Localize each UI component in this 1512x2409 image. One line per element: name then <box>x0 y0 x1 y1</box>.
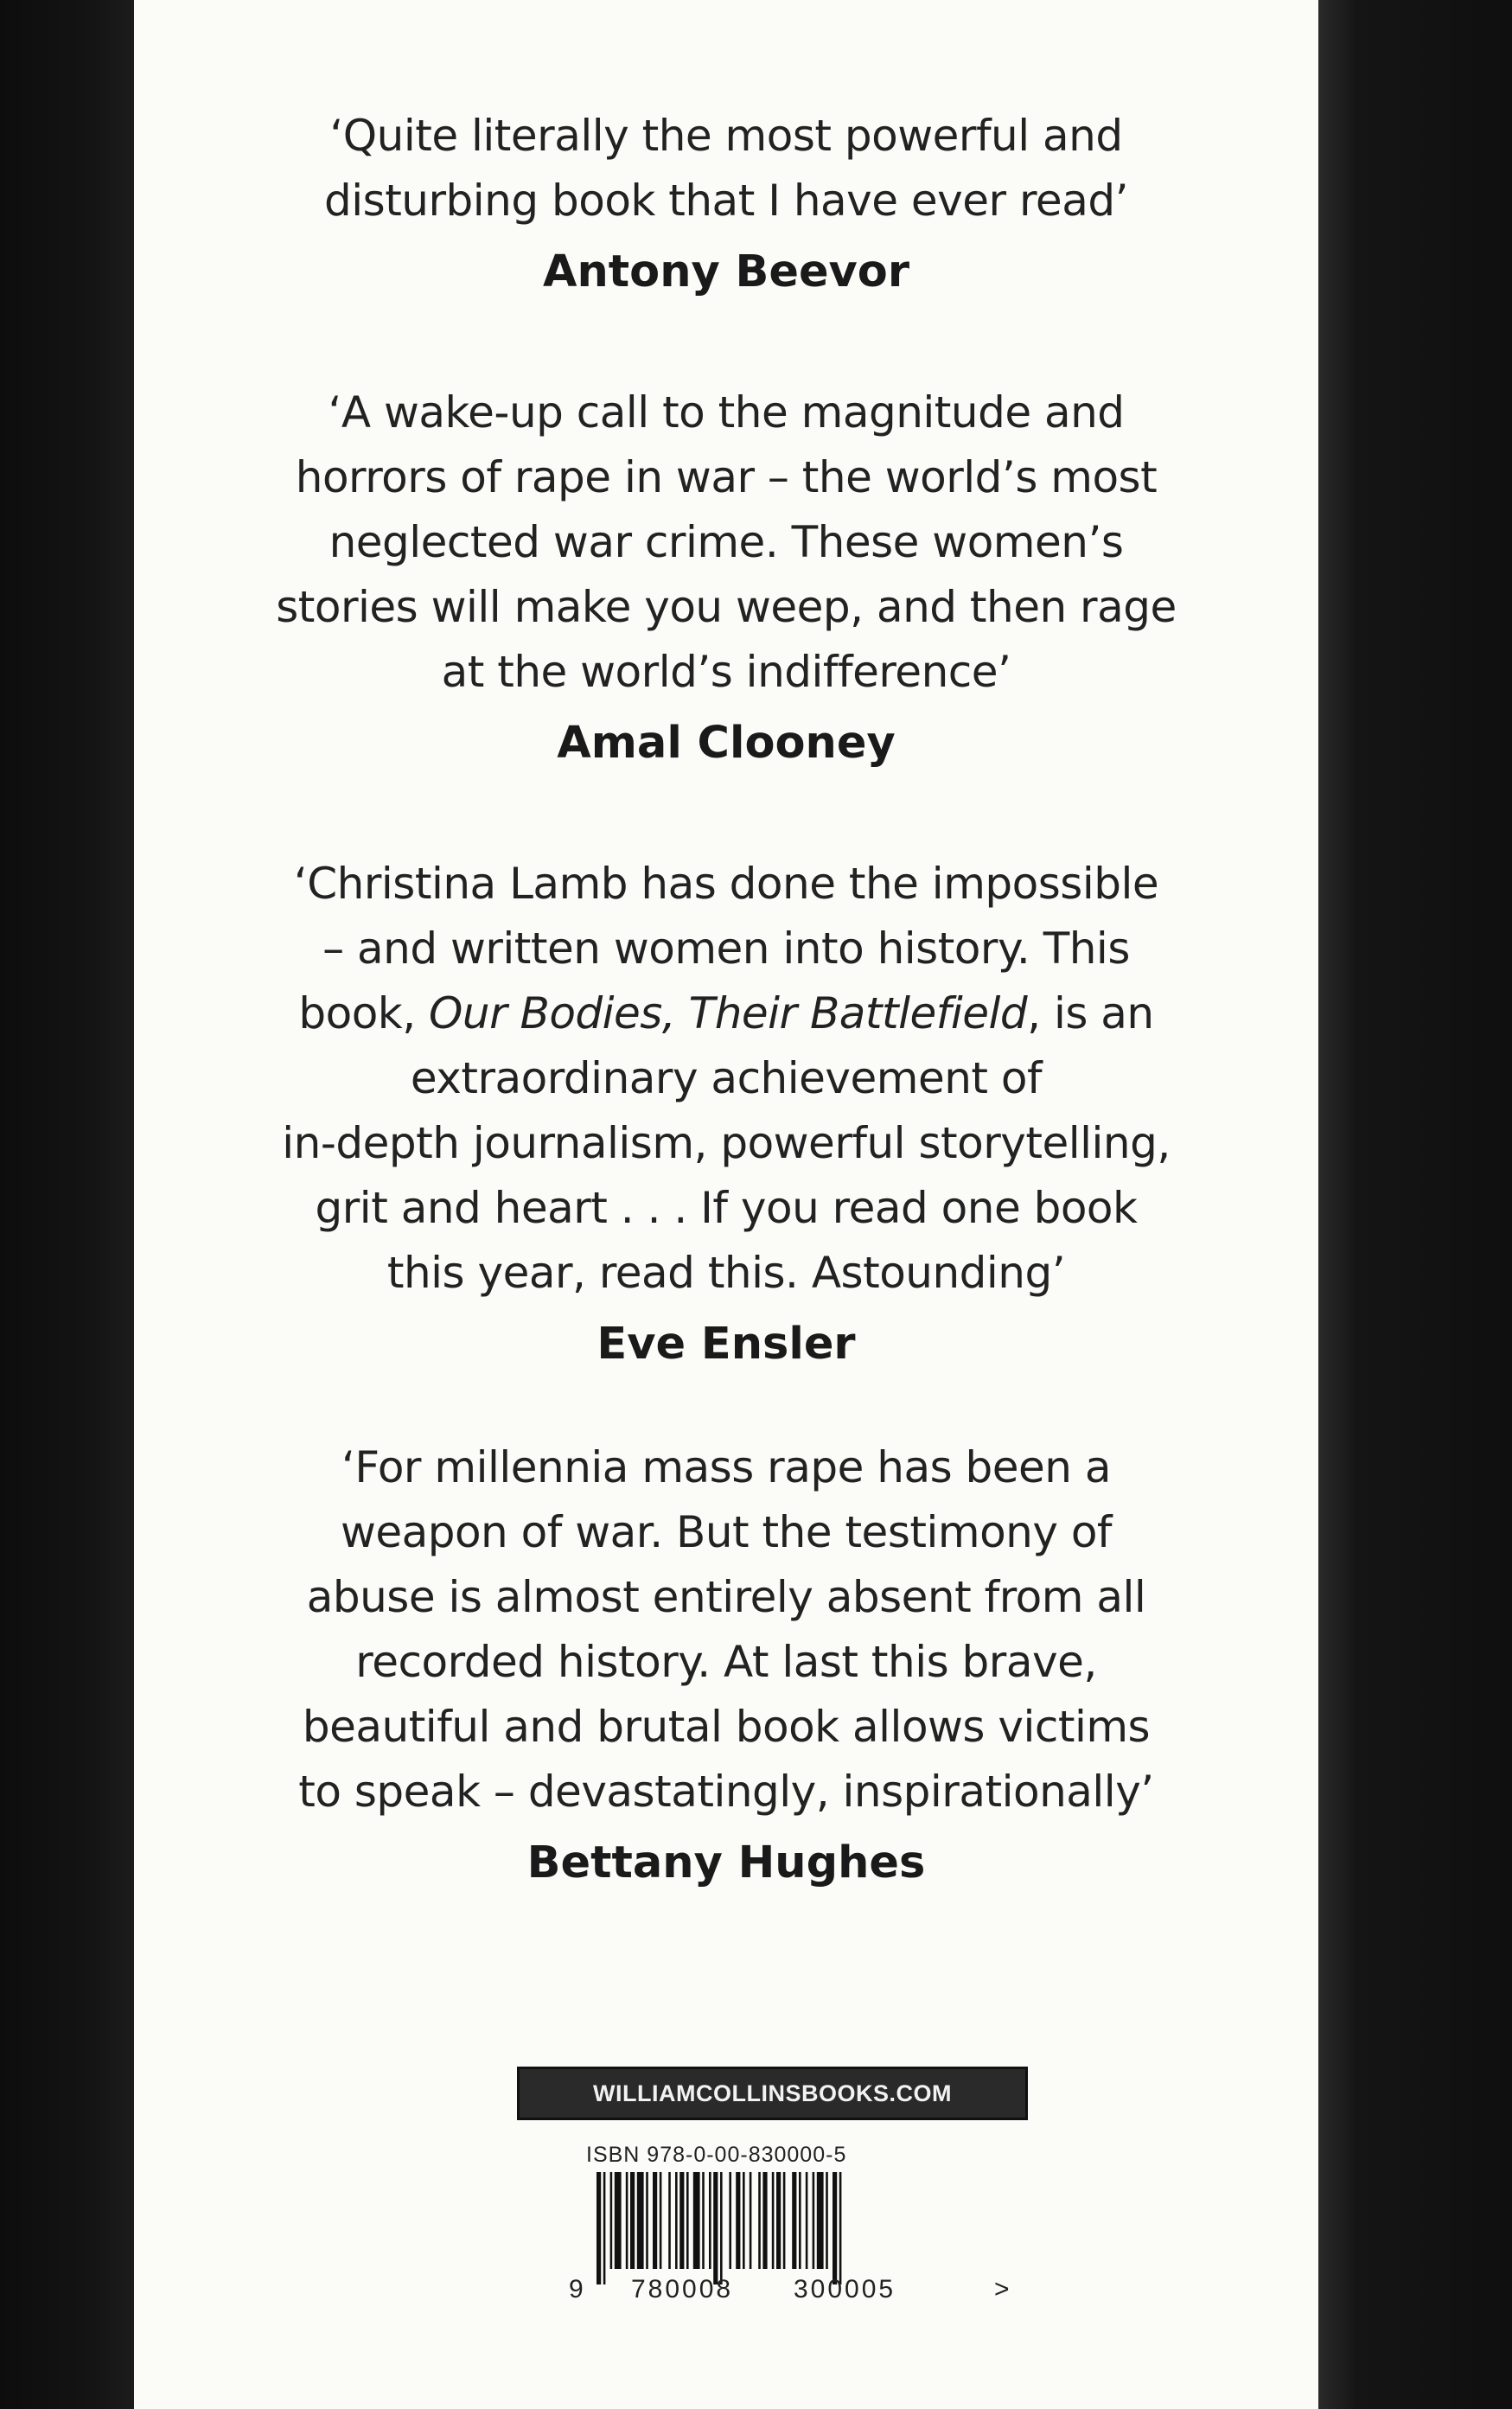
quote-line: ‘Quite literally the most powerful and <box>329 111 1123 161</box>
quote-text: , is an <box>1027 988 1154 1038</box>
quote-line: recorded history. At last this brave, <box>355 1637 1097 1687</box>
quote-line: disturbing book that I have ever read’ <box>324 176 1128 226</box>
quote-author: Bettany Hughes <box>526 1837 926 1888</box>
barcode-bar <box>813 2172 815 2269</box>
barcode-bar <box>626 2172 628 2269</box>
barcode-first-digit: 9 <box>569 2275 584 2302</box>
endorsement-quote <box>134 380 1318 774</box>
quote-line: ‘Christina Lamb has done the impossible <box>293 859 1159 909</box>
barcode-bar <box>713 2172 718 2284</box>
barcode-bar <box>736 2172 740 2269</box>
barcode-bar <box>597 2172 601 2284</box>
isbn-label: ISBN 978-0-00-830000-5 <box>586 2143 847 2167</box>
isbn-barcode <box>562 2172 1046 2302</box>
barcode-bar <box>615 2172 622 2269</box>
barcode-graphic <box>562 2172 1046 2302</box>
quote-line: abuse is almost entirely absent from all <box>306 1572 1146 1622</box>
barcode-bar <box>702 2172 705 2269</box>
barcode-bars <box>597 2172 841 2284</box>
barcode-bar <box>799 2172 801 2269</box>
barcode-left-digits: 780008 <box>631 2275 734 2302</box>
endorsement-quote <box>134 1435 1318 1894</box>
barcode-right-digits: 300005 <box>794 2275 896 2302</box>
barcode-bar <box>693 2172 700 2269</box>
barcode-quiet-zone-mark: > <box>994 2275 1010 2302</box>
quote-line: ‘A wake-up call to the magnitude and <box>328 387 1125 438</box>
quote-line: weapon of war. But the testimony of <box>340 1507 1113 1557</box>
quote-line: extraordinary achievement of <box>410 1053 1043 1103</box>
barcode-bar <box>817 2172 824 2269</box>
barcode-bar <box>668 2172 671 2269</box>
quote-line: neglected war crime. These women’s <box>329 517 1124 567</box>
quote-line: at the world’s indifference’ <box>441 647 1011 697</box>
barcode-bar <box>660 2172 662 2269</box>
quote-line: to speak – devastatingly, inspirationally’ <box>298 1767 1154 1817</box>
cover-left-edge <box>0 0 134 2409</box>
quote-line: horrors of rape in war – the world’s most <box>295 452 1158 502</box>
barcode-bar <box>637 2172 644 2269</box>
barcode-bar <box>709 2172 711 2269</box>
barcode-bar <box>686 2172 689 2269</box>
barcode-bar <box>826 2172 828 2269</box>
endorsement-quote <box>134 852 1318 1375</box>
barcode-bar <box>750 2172 752 2269</box>
quote-author: Amal Clooney <box>557 718 896 769</box>
barcode-bar <box>776 2172 781 2269</box>
quote-line: beautiful and brutal book allows victims <box>302 1702 1151 1752</box>
cover-right-edge <box>1318 0 1512 2409</box>
quote-line: stories will make you weep, and then rage <box>276 582 1177 632</box>
quote-line: in-depth journalism, powerful storytelling, <box>282 1118 1171 1168</box>
barcode-bar <box>646 2172 648 2269</box>
barcode-bar <box>610 2172 613 2269</box>
barcode-bar <box>729 2172 731 2269</box>
barcode-bar <box>630 2172 635 2269</box>
barcode-bar <box>839 2172 842 2284</box>
quote-line: ‘For millennia mass rape has been a <box>341 1442 1112 1492</box>
quote-author: Antony Beevor <box>543 246 909 297</box>
barcode-bar <box>758 2172 761 2269</box>
quote-line: – and written women into history. This <box>322 923 1130 974</box>
barcode-bar <box>675 2172 678 2269</box>
endorsement-quote <box>134 104 1318 303</box>
endorsement-panel <box>134 0 1318 2409</box>
publisher-website-badge: WILLIAMCOLLINSBOOKS.COM <box>517 2067 1028 2120</box>
quote-line: this year, read this. Astounding’ <box>386 1248 1066 1298</box>
quote-author: Eve Ensler <box>597 1319 856 1370</box>
quote-line-with-title <box>134 981 1318 1046</box>
book-title: Our Bodies, Their Battlefield <box>429 988 1028 1038</box>
barcode-bar <box>720 2172 723 2284</box>
barcode-bar <box>806 2172 808 2269</box>
barcode-bar <box>792 2172 796 2269</box>
barcode-bar <box>783 2172 786 2269</box>
quote-line: grit and heart . . . If you read one book <box>315 1183 1138 1233</box>
quote-text: book, <box>298 988 430 1038</box>
barcode-bar <box>679 2172 684 2269</box>
barcode-bar <box>743 2172 745 2269</box>
barcode-bar <box>762 2172 767 2269</box>
barcode-bar <box>833 2172 837 2284</box>
barcode-bar <box>653 2172 657 2269</box>
barcode-bar <box>772 2172 775 2269</box>
barcode-bar <box>603 2172 606 2284</box>
